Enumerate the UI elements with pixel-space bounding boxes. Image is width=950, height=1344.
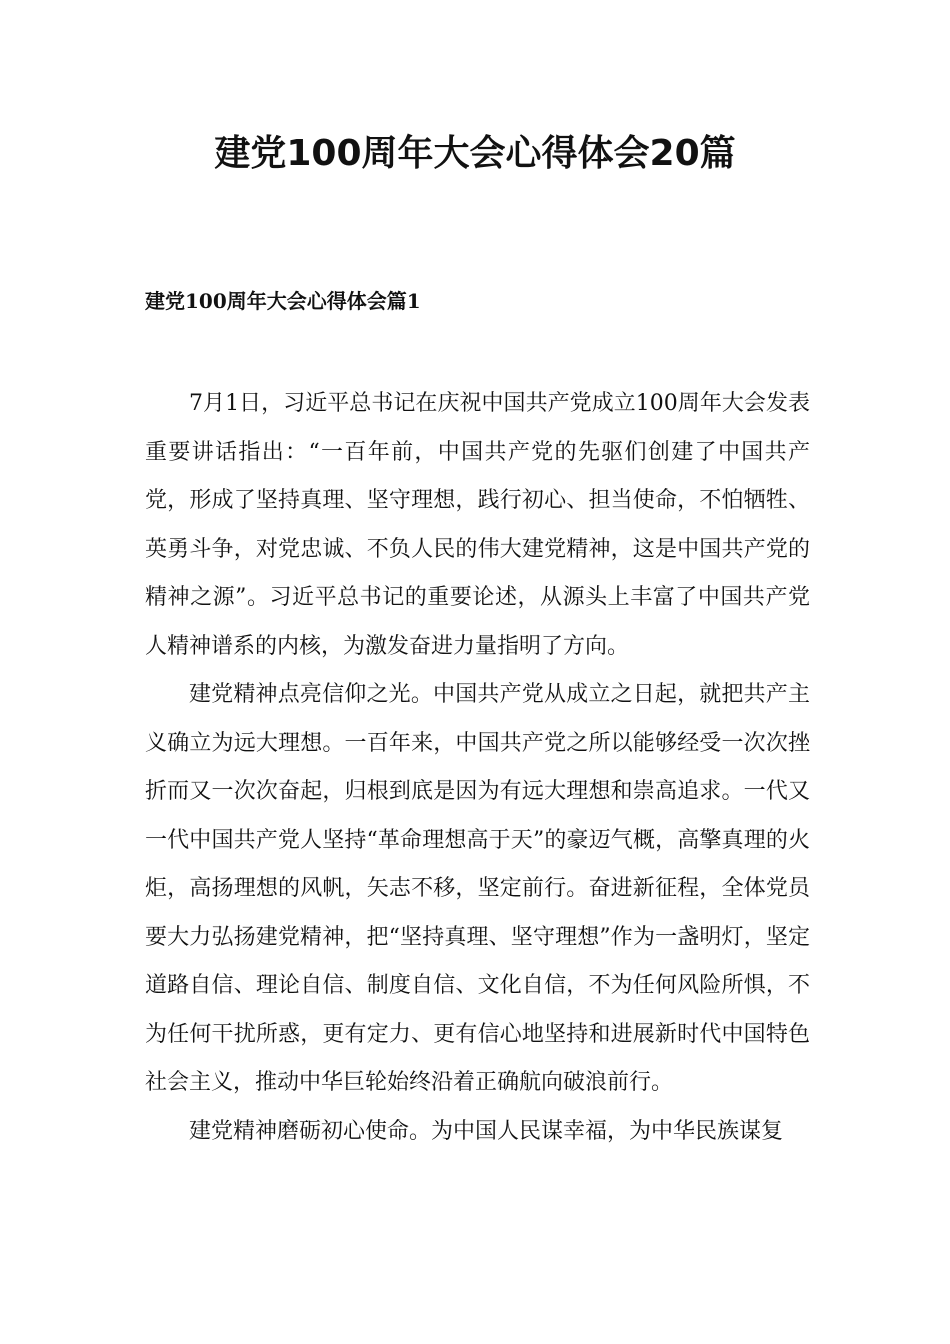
section-heading: 建党100周年大会心得体会篇1 bbox=[145, 289, 421, 313]
paragraph: 建党精神点亮信仰之光。中国共产党从成立之日起，就把共产主义确立为远大理想。一百年来，中国共产党之所以能够经受一次次挫折而又一次次奋起，归根到底是因为有远大理想和崇高追求。一代又一代中国共产党人坚持“革命理想高于天”的豪迈气概，高擎真理的火炬，高扬理想的风帆，矢志不移，坚定前行。奋进新征程，全体党员要大力弘扬建党精神，把“坚持真理、坚守理想”作为一盏明灯，坚定道路自信、理论自信、制度自信、文化自信，不为任何风险所惧，不为任何干扰所惑，更有定力、更有信心地坚持和进展新时代中国特色社会主义，推动中华巨轮始终沿着正确航向破浪前行。 bbox=[145, 682, 810, 1095]
document-title: 建党100周年大会心得体会20篇 bbox=[214, 133, 736, 174]
paragraph: 7月1日，习近平总书记在庆祝中国共产党成立100周年大会发表重要讲话指出：“一百年前，中国共产党的先驱们创建了中国共产党，形成了坚持真理、坚守理想，践行初心、担当使命，不怕牺牲、英勇斗争，对党忠诚、不负人民的伟大建党精神，这是中国共产党的精神之源”。习近平总书记的重要论述，从源头上丰富了中国共产党人精神谱系的内核，为激发奋进力量指明了方向。 bbox=[145, 391, 810, 659]
paragraph: 建党精神磨砺初心使命。为中国人民谋幸福，为中华民族谋复 bbox=[189, 1118, 784, 1144]
document-body bbox=[145, 380, 810, 1156]
